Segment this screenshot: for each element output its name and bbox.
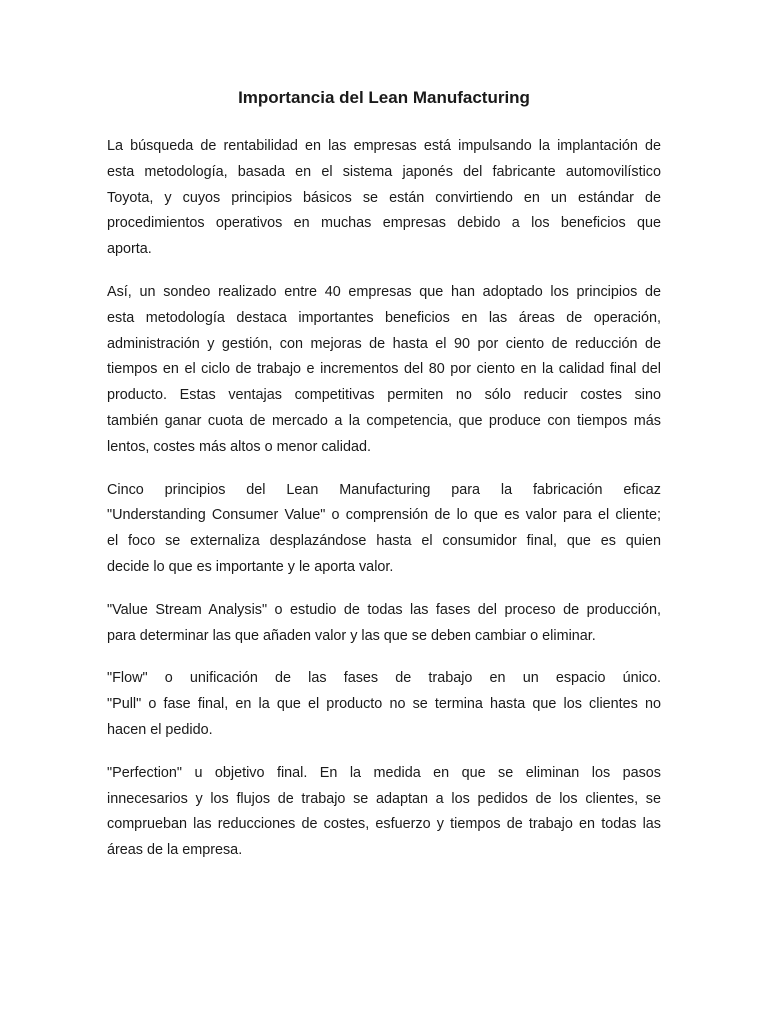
text-line: "Flow" o unificación de las fases de trabajo en un espacio único. [107, 670, 661, 687]
paragraph-3 [107, 478, 661, 581]
paragraph-2 [107, 280, 661, 461]
text-line: "Pull" o fase final, en la que el producto no se termina hasta que los clientes no [107, 696, 661, 713]
text-line: La búsqueda de rentabilidad en las empresas está impulsando la implantación de [107, 138, 661, 154]
text-line: Cinco principios del Lean Manufacturing para la fabricación eficaz [107, 481, 661, 498]
paragraph-1 [107, 134, 661, 263]
text-line: también ganar cuota de mercado a la competencia, que produce con tiempos más [107, 412, 661, 429]
paragraph-5 [107, 666, 661, 743]
text-line: "Value Stream Analysis" o estudio de todas las fases del proceso de producción, [107, 601, 661, 618]
text-line: aporta. [107, 241, 152, 258]
text-line: decide lo que es importante y le aporta valor. [107, 558, 394, 575]
text-line: tiempos en el ciclo de trabajo e incrementos del 80 por ciento en la calidad final del [107, 361, 661, 378]
document-page [107, 86, 661, 881]
text-line: producto. Estas ventajas competitivas permiten no sólo reducir costes sino [107, 387, 661, 404]
text-line: administración y gestión, con mejoras de hasta el 90 por ciento de reducción de [107, 335, 661, 352]
text-line: esta metodología, basada en el sistema japonés del fabricante automovilístico [107, 163, 661, 180]
text-line: comprueban las reducciones de costes, esfuerzo y tiempos de trabajo en todas las [107, 816, 661, 833]
text-line: Así, un sondeo realizado entre 40 empresas que han adoptado los principios de [107, 283, 661, 300]
text-line: "Perfection" u objetivo final. En la medida en que se eliminan los pasos [107, 764, 661, 781]
text-line: lentos, costes más altos o menor calidad. [107, 438, 371, 455]
text-line: "Understanding Consumer Value" o comprensión de lo que es valor para el cliente; [107, 507, 661, 524]
paragraph-4 [107, 598, 661, 650]
text-line: esta metodología destaca importantes beneficios en las áreas de operación, [107, 309, 661, 326]
text-line: hacen el pedido. [107, 721, 213, 738]
text-line: para determinar las que añaden valor y las que se deben cambiar o eliminar. [107, 627, 596, 644]
text-line: innecesarios y los flujos de trabajo se adaptan a los pedidos de los clientes, se [107, 790, 661, 807]
text-line: el foco se externaliza desplazándose hasta el consumidor final, que es quien [107, 533, 661, 550]
text-line: procedimientos operativos en muchas empresas debido a los beneficios que [107, 215, 661, 232]
document-title: Importancia del Lean Manufacturing [238, 88, 530, 107]
paragraph-6 [107, 761, 661, 864]
text-line: Toyota, y cuyos principios básicos se están convirtiendo en un estándar de [107, 189, 661, 206]
text-line: áreas de la empresa. [107, 842, 243, 859]
